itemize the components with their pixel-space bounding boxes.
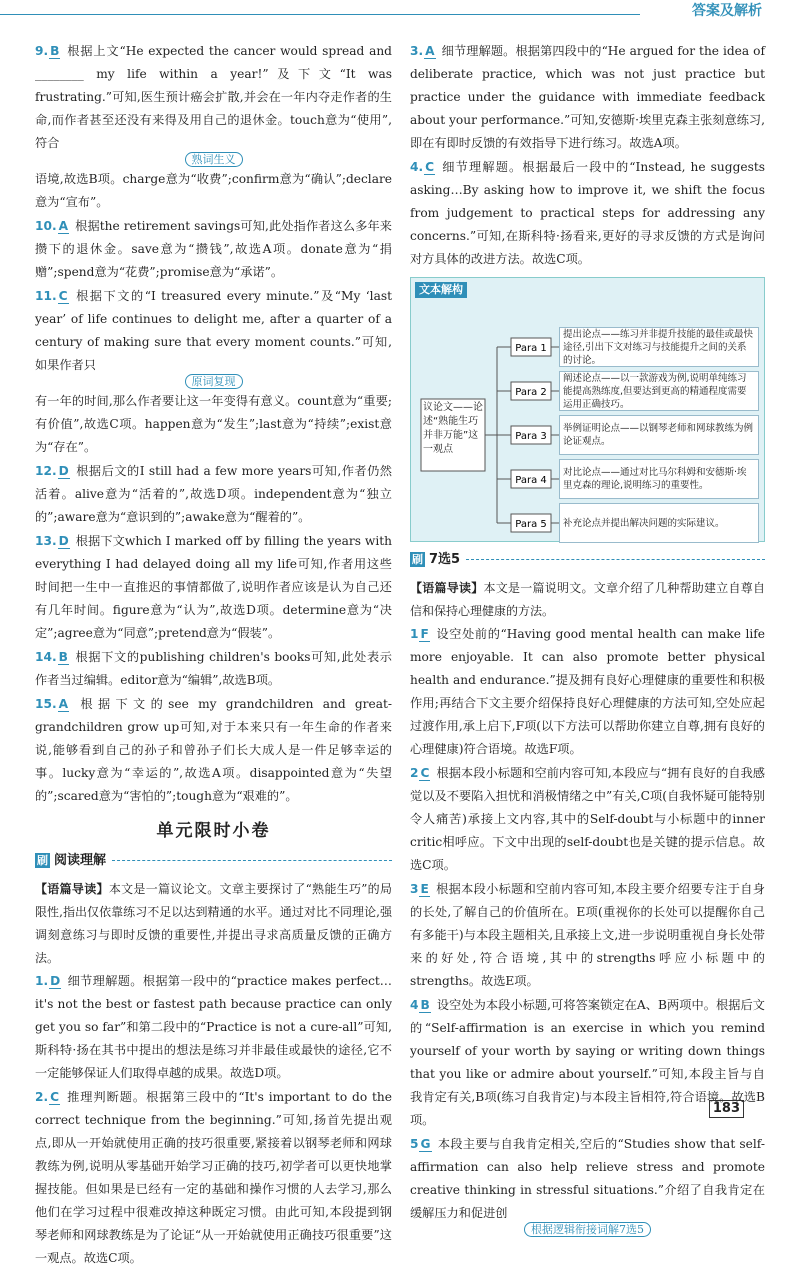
cloze-item <box>35 40 392 214</box>
seven-title: 7选5 <box>429 552 461 567</box>
cloze-item <box>35 460 392 529</box>
para-label: Para 5 <box>515 519 547 530</box>
item-number: 15. <box>35 697 57 711</box>
item-number: 14. <box>35 650 57 664</box>
cloze-item <box>35 215 392 284</box>
para-label: Para 3 <box>515 431 547 442</box>
para-label: Para 2 <box>515 387 547 398</box>
item-text: 推理判断题。根据第三段中的“It's important to do the correct technique from the beginning.”可知,扬首先提出观点,即从一开始就使用正确的技巧很重要,紧接着以钢琴老师和网球教练为例,说明从零基础开始学习正确的技巧,初学者可以更快地掌握技能。但如果是已经有一定的基础和操作习惯的人去学习,那么他们在学习过程中很难改掉这种既定习惯。由此可知,本段提到钢琴老师和网球教练是为了论证“从一开始就使用正确技巧很重要”这一观点。故选C项。 <box>35 1090 392 1265</box>
item-answer: B <box>50 44 60 58</box>
item-answer: A <box>425 44 435 58</box>
seven-item <box>410 762 765 877</box>
item-number: 2. <box>35 1090 49 1104</box>
para-desc: 举例证明论点——以钢琴老师和网球教练为例论证观点。 <box>559 415 759 455</box>
tip-note <box>35 152 392 168</box>
structure-root: 议论文——论述“熟能生巧并非万能”这一观点 <box>423 402 483 455</box>
item-text: 根据下文的see my grandchildren and great-grandchildren grow up可知,对于本来只有一年生命的作者来说,能够看到自己的孙子和曾孙子们长大成人是一件足够幸运的事。lucky意为“幸运的”,故选A项。disappointed意为“失望的”;scared意为“害怕的”;tough意为“艰难的”。 <box>35 697 392 803</box>
item-text: 根据下文的“I treasured every minute.”及“My ‘last year’ of life continues to delight me, after a quarter of a century of making sure that every moment counts.”可知,如果作者只 <box>35 289 392 372</box>
structure-paras <box>497 327 759 545</box>
item-text: 本段主要与自我肯定相关,空后的“Studies show that self-affirmation can also help relieve stress and promote creative thinking in stressful situations.”介绍了自我肯定在缓解压力和促进创 <box>410 1137 765 1220</box>
seven-item <box>410 1133 765 1238</box>
reading-badge: 刷 <box>37 854 48 867</box>
item-number: 3. <box>410 44 424 58</box>
right-column <box>410 40 765 1239</box>
item-text-cont: 语境,故选B项。charge意为“收费”;confirm意为“确认”;declare意为“宣布”。 <box>35 172 392 209</box>
para-label: Para 1 <box>515 343 547 354</box>
seven-guide <box>410 577 765 623</box>
header-rule <box>0 14 640 15</box>
seven-guide-label: 【语篇导读】 <box>410 581 484 595</box>
item-answer: D <box>58 534 69 548</box>
item-number: 11. <box>35 289 57 303</box>
structure-root-fo <box>423 401 483 471</box>
item-answer: F <box>420 627 429 641</box>
seven-guide-text: 本文是一篇说明文。文章介绍了几种帮助建立自尊自信和保持心理健康的方法。 <box>410 581 765 618</box>
para-desc: 补充论点并提出解决问题的实际建议。 <box>559 503 759 543</box>
item-text: 细节理解题。根据最后一段中的“Instead, he suggests asking…By asking how to improve it, we shift the focus from judgement to practical steps for addressing any concerns.”可知,在斯科特·扬看来,更好的寻求反馈的方式是询问对方具体的改进方法。故选C项。 <box>410 160 765 266</box>
seven-answers <box>410 623 765 1238</box>
reading-item <box>410 156 765 271</box>
item-number: 12. <box>35 464 57 478</box>
item-answer: G <box>420 1137 431 1151</box>
reading-guide-text: 本文是一篇议论文。文章主要探讨了“熟能生巧”的局限性,指出仅依靠练习不足以达到精通的水平。通过对比不同理论,强调刻意练习与即时反馈的重要性,并提出寻求高质量反馈的正确方法。 <box>35 882 392 965</box>
reading-item <box>35 1086 392 1270</box>
header-title: 答案及解析 <box>692 3 762 19</box>
reading-answers-right <box>410 40 765 271</box>
para-label: Para 4 <box>515 475 547 486</box>
item-number: 1 <box>410 627 419 641</box>
para-desc-fo <box>559 415 759 457</box>
item-answer: B <box>58 650 68 664</box>
cloze-item <box>35 530 392 645</box>
para-desc-fo <box>559 327 759 369</box>
page-number: 183 <box>709 1100 744 1118</box>
item-text: 细节理解题。根据第一段中的“practice makes perfect…it's not the best or fastest path because practice can only get you so far”和第二段中的“Practice is not a cure-all”可知,斯科特·扬在其书中提出的想法是练习并非最佳或最快的途径,它不一定能够保证人们取得卓越的成果。故选D项。 <box>35 974 392 1080</box>
item-answer: C <box>425 160 435 174</box>
seven-badge: 刷 <box>412 553 423 566</box>
item-text: 根据本段小标题和空前内容可知,本段主要介绍要专注于自身的长处,了解自己的价值所在。E项(重视你的长处可以提醒你自己有多能干)与本段主题相关,且承接上文,进一步说明重视自身长处带来的好处,符合语境,其中的strengths呼应小标题中的strengths。故选E项。 <box>410 882 765 988</box>
item-answer: E <box>420 882 429 896</box>
subtitle-rule <box>112 860 392 861</box>
item-text: 根据本段小标题和空前内容可知,本段应与“拥有良好的自我感觉以及不要陷入担忧和消极情绪之中”有关,C项(自我怀疑可能特别令人痛苦)承接上文内容,其中的Self-doubt与小标题中的inner critic相呼应。下文中出现的self-doubt也是关键的提示信息。故选C项。 <box>410 766 765 872</box>
item-text: 根据the retirement savings可知,此处指作者这么多年来攒下的退休金。save意为“攒钱”,故选A项。donate意为“捐赠”;spend意为“花费”;promise意为“承诺”。 <box>35 219 392 279</box>
seven-rule <box>466 559 765 560</box>
item-text: 根据上文“He expected the cancer would spread and ________ my life within a year!”及下文“It was frustrating.”可知,医生预计癌会扩散,并会在一年内夺走作者的生命,而作者甚至还没有来得及用自己的退休金。touch意为“使用”,符合 <box>35 44 392 150</box>
text-structure-box <box>410 277 765 542</box>
item-answer: A <box>58 219 69 233</box>
para-desc-fo <box>559 459 759 501</box>
tip-note <box>410 1222 765 1238</box>
item-text: 细节理解题。根据第四段中的“He argued for the idea of deliberate practice, which was not just practice but practice under the guidance with immediate feedback about your performance.”可知,安德斯·埃里克森主张刻意练习,即在有即时反馈的有效指导下进行练习。故选A项。 <box>410 44 765 150</box>
item-number: 9. <box>35 44 49 58</box>
para-desc: 提出论点——练习并非提升技能的最佳或最快途径,引出下文对练习与技能提升之间的关系的讨论。 <box>559 327 759 367</box>
item-number: 10. <box>35 219 57 233</box>
reading-guide <box>35 878 392 970</box>
item-answer: C <box>50 1090 60 1104</box>
tip-text: 根据逻辑衔接词解7选5 <box>524 1222 651 1237</box>
structure-header: 文本解构 <box>415 282 467 298</box>
item-text: 根据下文which I marked off by filling the years with everything I had delayed doing all my life可知,作者用这些时间把一生中一直推迟的事情都做了,说明作者应该是认为自己还有几年时间。figure意为“认为”,故选D项。determine意为“决定”;agree意为“同意”;pretend意为“假装”。 <box>35 534 392 640</box>
seven-item <box>410 878 765 993</box>
item-number: 13. <box>35 534 57 548</box>
para-desc: 阐述论点——以一款游戏为例,说明单纯练习能提高熟练度,但要达到更高的精通程度需要运用正确技巧。 <box>559 371 759 411</box>
section-title: 单元限时小卷 <box>156 821 271 841</box>
para-desc: 对比论点——通过对比马尔科姆和安德斯·埃里克森的理论,说明练习的重要性。 <box>559 459 759 499</box>
reading-subtitle <box>35 849 392 872</box>
para-desc-fo <box>559 371 759 413</box>
item-answer: D <box>58 464 69 478</box>
cloze-item <box>35 693 392 808</box>
item-text: 根据后文的I still had a few more years可知,作者仍然活着。alive意为“活着的”,故选D项。independent意为“独立的”;aware意为“意识到的”;awake意为“醒着的”。 <box>35 464 392 524</box>
item-text-cont: 有一年的时间,那么作者要让这一年变得有意义。count意为“重要;有价值”,故选C项。happen意为“发生”;last意为“持续”;exist意为“存在”。 <box>35 394 392 454</box>
item-number: 1. <box>35 974 49 988</box>
item-text: 设空处前的“Having good mental health can make life more enjoyable. It can also promote better physical health and endurance.”提及拥有良好心理健康的重要性和积极作用;再结合下文主要介绍保持良好心理健康的方法可知,空处应起过渡作用,承上启下,F项(以下方法可以帮助你建立自尊,拥有良好的心理健康)符合语境。故选F项。 <box>410 627 765 756</box>
reading-item <box>35 970 392 1085</box>
structure-diagram <box>411 301 764 541</box>
reading-answers-left <box>35 970 392 1270</box>
item-answer: D <box>50 974 61 988</box>
reading-guide-label: 【语篇导读】 <box>35 882 109 896</box>
tip-text: 原词复现 <box>185 374 243 389</box>
cloze-item <box>35 285 392 459</box>
item-text: 根据下文的publishing children's books可知,此处表示作者当过编辑。editor意为“编辑”,故选B项。 <box>35 650 392 687</box>
page-header <box>0 0 800 22</box>
left-column <box>35 40 392 1271</box>
item-answer: C <box>420 766 430 780</box>
item-number: 5 <box>410 1137 419 1151</box>
tip-text: 熟词生义 <box>185 152 243 167</box>
cloze-item <box>35 646 392 692</box>
item-text: 设空处为本段小标题,可将答案锁定在A、B两项中。根据后文的“Self-affirmation is an exercise in which you remind yourself of your worth by saying or writing down things that you like or admire about yourself.”可知,本段主旨与自我肯定有关,B项(练习自我肯定)与本段主旨相符,符合语境。故选B项。 <box>410 998 765 1127</box>
tip-note <box>35 374 392 390</box>
seven-item <box>410 623 765 761</box>
item-number: 2 <box>410 766 419 780</box>
reading-item <box>410 40 765 155</box>
item-answer: A <box>58 697 69 711</box>
cloze-answers <box>35 40 392 808</box>
item-answer: B <box>420 998 430 1012</box>
seven-subtitle <box>410 548 765 571</box>
reading-label: 阅读理解 <box>54 853 107 868</box>
item-number: 4. <box>410 160 424 174</box>
para-desc-fo <box>559 503 759 545</box>
item-number: 3 <box>410 882 419 896</box>
item-number: 4 <box>410 998 419 1012</box>
item-answer: C <box>58 289 68 303</box>
